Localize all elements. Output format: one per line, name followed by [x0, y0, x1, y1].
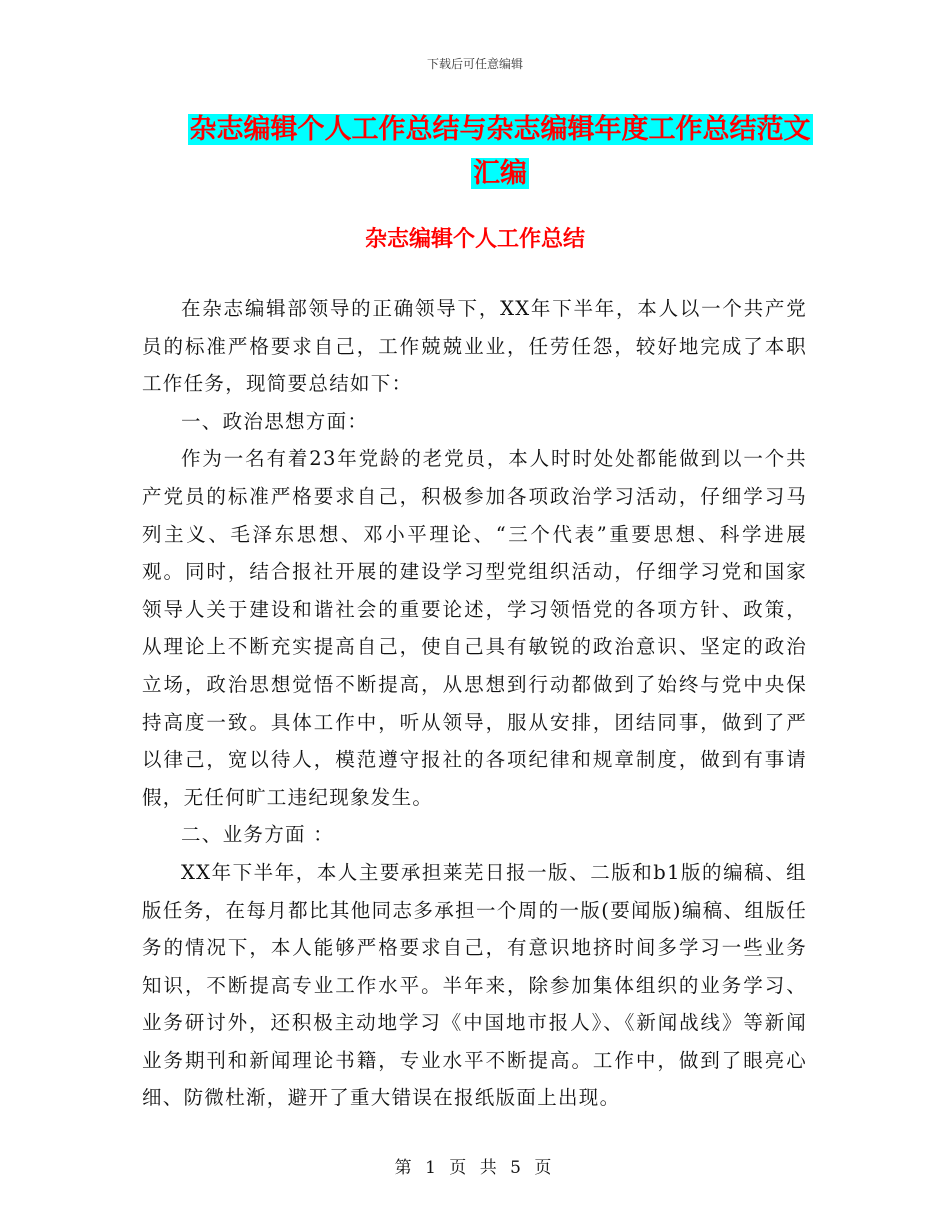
document-title-line1: 杂志编辑个人工作总结与杂志编辑年度工作总结范文	[189, 114, 811, 145]
heading-business: 二、业务方面 ：	[181, 823, 335, 847]
paragraph-business: XX年下半年，本人主要承担莱芜日报一版、二版和b1版的编稿、组版任务，在每月都比其他同志多承担一个周的一版(要闻版)编稿、组版任务的情况下，本人能够严格要求自己，有意识地挤时间多学习一些业务知识，不断提高专业工作水平。半年来，除参加集体组织的业务学习、业务研讨外，还积极主动地学习《中国地市报人》、《新闻战线》等新闻业务期刊和新闻理论书籍，专业水平不断提高。工作中，做到了眼亮心细、防微杜渐，避开了重大错误在报纸版面上出现。	[142, 860, 807, 1110]
body-text	[142, 290, 807, 1117]
section-title: 杂志编辑个人工作总结	[364, 227, 585, 252]
page-footer: 第 1 页 共 5 页	[394, 1158, 556, 1178]
heading-political: 一、政治思想方面：	[181, 409, 369, 433]
paragraph-intro: 在杂志编辑部领导的正确领导下，XX年下半年，本人以一个共产党员的标准严格要求自己，工作兢兢业业，任劳任怨，较好地完成了本职工作任务，现简要总结如下：	[142, 297, 807, 396]
document-title	[150, 108, 850, 196]
paragraph-political: 作为一名有着23年党龄的老党员，本人时时处处都能做到以一个共产党员的标准严格要求自己，积极参加各项政治学习活动，仔细学习马列主义、毛泽东思想、邓小平理论、“三个代表”重要思想、科学进展观。同时，结合报社开展的建设学习型党组织活动，仔细学习党和国家领导人关于建设和谐社会的重要论述，学习领悟党的各项方针、政策，从理论上不断充实提高自己，使自己具有敏锐的政治意识、坚定的政治立场，政治思想觉悟不断提高，从思想到行动都做到了始终与党中央保持高度一致。具体工作中，听从领导，服从安排，团结同事，做到了严以律己，宽以待人，模范遵守报社的各项纪律和规章制度，做到有事请假，无任何旷工违纪现象发生。	[142, 447, 807, 809]
document-title-line2: 汇编	[473, 158, 527, 189]
header-note: 下载后可任意编辑	[426, 57, 523, 71]
